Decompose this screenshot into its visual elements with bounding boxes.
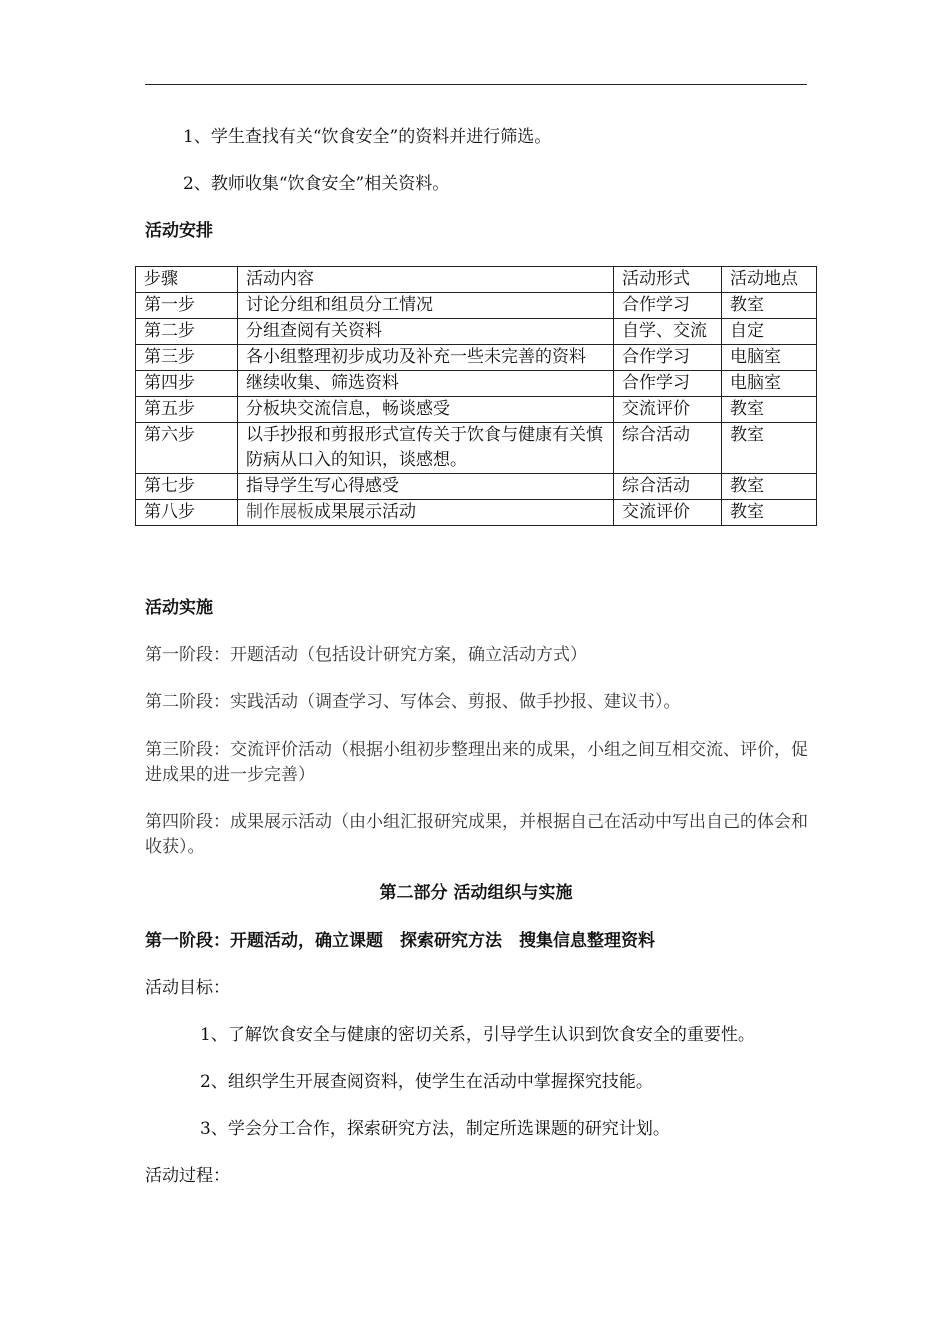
table-header-row [136,267,817,293]
cell-form: 综合活动 [614,423,722,474]
prep-item-2: 2、教师收集“饮食安全”相关资料。 [183,174,450,194]
cell-form: 合作学习 [614,293,722,319]
cell-form: 合作学习 [614,371,722,397]
cell-content: 分板块交流信息，畅谈感受 [238,397,614,423]
table-row [136,293,817,319]
cell-form: 综合活动 [614,474,722,500]
cell-step: 第五步 [136,397,238,423]
cell-step: 第六步 [136,423,238,474]
cell-place: 教室 [722,293,817,319]
cell-step: 第三步 [136,345,238,371]
cell-content-part-b: 成果展示活动 [314,502,416,522]
cell-content [238,500,614,526]
cell-place: 电脑室 [722,371,817,397]
cell-content: 各小组整理初步成功及补充一些未完善的资料 [238,345,614,371]
cell-step: 第七步 [136,474,238,500]
cell-place: 教室 [722,500,817,526]
table-row [136,345,817,371]
goals-label: 活动目标： [145,978,230,998]
part-two-title: 第二部分 活动组织与实施 [379,883,573,903]
goal-item-3: 3、学会分工合作，探索研究方法，制定所选课题的研究计划。 [200,1119,670,1139]
stage-3: 第三阶段：交流评价活动（根据小组初步整理出来的成果，小组之间互相交流、评价，促进成果的进一步完善） [145,740,808,785]
goal-item-2: 2、组织学生开展查阅资料，使学生在活动中掌握探究技能。 [200,1072,653,1092]
prep-item-1: 1、学生查找有关“饮食安全”的资料并进行筛选。 [183,127,552,147]
table-row [136,371,817,397]
header-step: 步骤 [136,267,238,293]
header-place: 活动地点 [722,267,817,293]
header-form: 活动形式 [614,267,722,293]
cell-form: 交流评价 [614,500,722,526]
schedule-table [135,266,817,526]
cell-step: 第八步 [136,500,238,526]
cell-content: 继续收集、筛选资料 [238,371,614,397]
cell-place: 教室 [722,423,817,474]
table-row [136,474,817,500]
cell-step: 第一步 [136,293,238,319]
goal-item-1: 1、了解饮食安全与健康的密切关系，引导学生认识到饮食安全的重要性。 [200,1025,755,1045]
table-row [136,423,817,474]
cell-content: 指导学生写心得感受 [238,474,614,500]
cell-place: 教室 [722,397,817,423]
header-content: 活动内容 [238,267,614,293]
cell-form: 自学、交流 [614,319,722,345]
table-row [136,397,817,423]
implementation-heading: 活动实施 [145,598,213,618]
cell-content: 以手抄报和剪报形式宣传关于饮食与健康有关慎防病从口入的知识，谈感想。 [238,423,614,474]
cell-form: 交流评价 [614,397,722,423]
cell-step: 第二步 [136,319,238,345]
cell-content-part-a: 制作展板 [246,502,314,522]
stage-1: 第一阶段：开题活动（包括设计研究方案，确立活动方式） [145,645,587,665]
table-row [136,319,817,345]
table-row [136,500,817,526]
cell-step: 第四步 [136,371,238,397]
cell-content: 分组查阅有关资料 [238,319,614,345]
schedule-heading: 活动安排 [145,221,213,241]
cell-content: 讨论分组和组员分工情况 [238,293,614,319]
cell-place: 自定 [722,319,817,345]
stage-2: 第二阶段：实践活动（调查学习、写体会、剪报、做手抄报、建议书）。 [145,692,681,712]
stage-one-heading: 第一阶段：开题活动，确立课题 探索研究方法 搜集信息整理资料 [145,931,655,951]
cell-form: 合作学习 [614,345,722,371]
stage-4: 第四阶段：成果展示活动（由小组汇报研究成果，并根据自己在活动中写出自己的体会和收获）。 [145,812,808,857]
header-rule [145,84,807,85]
cell-place: 教室 [722,474,817,500]
cell-place: 电脑室 [722,345,817,371]
process-label: 活动过程： [145,1166,230,1186]
